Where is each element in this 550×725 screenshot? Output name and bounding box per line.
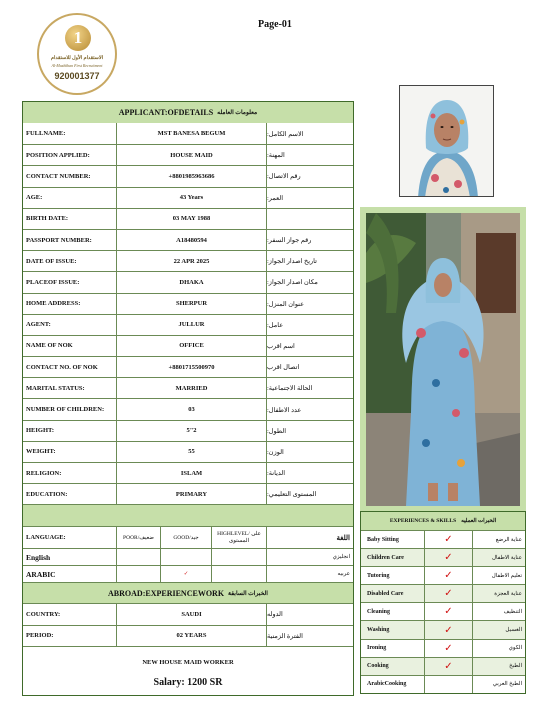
company-logo bbox=[37, 13, 117, 95]
field-row bbox=[23, 356, 353, 377]
field-value: JULLUR bbox=[117, 315, 267, 335]
skill-name: Cooking bbox=[361, 658, 425, 675]
skill-check: ✓ bbox=[425, 531, 473, 548]
skill-name: ArabicCooking bbox=[361, 676, 425, 693]
field-value: OFFICE bbox=[117, 336, 267, 356]
field-value: 03 MAY 1988 bbox=[117, 209, 267, 229]
passport-photo-image bbox=[400, 86, 494, 197]
field-row bbox=[23, 398, 353, 419]
field-label-arabic: الديانة: bbox=[267, 470, 286, 478]
field-label-arabic: الطول: bbox=[267, 427, 287, 435]
country-label: COUNTRY: bbox=[23, 604, 117, 624]
field-label-arabic: اتصال اقرب bbox=[267, 364, 300, 372]
experience-header-label: ABROAD:EXPERIENCEWORK bbox=[108, 588, 225, 598]
applicant-header-label: APPLICANT:OFDETAILS bbox=[118, 108, 214, 117]
field-label: HEIGHT: bbox=[23, 421, 117, 441]
field-label-arabic: الوزن: bbox=[267, 448, 284, 456]
skill-name: Tutoring bbox=[361, 567, 425, 584]
field-row bbox=[23, 441, 353, 462]
field-row bbox=[23, 420, 353, 441]
full-body-photo bbox=[360, 207, 526, 512]
language-good-header: GOOD/جيد bbox=[161, 527, 212, 548]
skill-row bbox=[361, 675, 525, 693]
skill-row bbox=[361, 584, 525, 602]
language-name: ARABIC bbox=[23, 566, 117, 582]
salary-box bbox=[23, 646, 353, 695]
language-high-cell bbox=[212, 549, 267, 565]
field-label: FULLNAME: bbox=[23, 123, 117, 144]
field-value: 43 Years bbox=[117, 188, 267, 208]
field-value: MARRIED bbox=[117, 378, 267, 398]
field-label: AGENT: bbox=[23, 315, 117, 335]
skill-name: Children Care bbox=[361, 549, 425, 566]
section-spacer bbox=[23, 504, 353, 526]
field-row bbox=[23, 123, 353, 144]
field-row bbox=[23, 250, 353, 271]
field-label-arabic: اسم اقرب bbox=[267, 342, 295, 350]
passport-photo bbox=[399, 85, 494, 197]
field-label-arabic bbox=[267, 209, 353, 229]
field-label: CONTACT NO. OF NOK bbox=[23, 357, 117, 377]
experience-period-row bbox=[23, 625, 353, 646]
field-value: ISLAM bbox=[117, 463, 267, 483]
skill-check: ✓ bbox=[425, 658, 473, 675]
language-poor-cell bbox=[117, 549, 161, 565]
field-label-arabic: مكان اصدار الجواز: bbox=[267, 279, 318, 287]
field-value: A18480594 bbox=[117, 230, 267, 250]
field-label-arabic: عنوان المنزل: bbox=[267, 300, 305, 308]
field-value: 03 bbox=[117, 399, 267, 419]
language-name: English bbox=[23, 549, 117, 565]
skills-header bbox=[361, 512, 525, 530]
field-label-arabic: عامل: bbox=[267, 321, 284, 329]
field-label: DATE OF ISSUE: bbox=[23, 251, 117, 271]
field-label: AGE: bbox=[23, 188, 117, 208]
field-label-arabic: رقم جواز السفر: bbox=[267, 237, 312, 245]
field-row bbox=[23, 293, 353, 314]
language-row bbox=[23, 548, 353, 565]
skill-check: ✓ bbox=[425, 549, 473, 566]
field-row bbox=[23, 208, 353, 229]
field-label: MARITAL STATUS: bbox=[23, 378, 117, 398]
language-header-arabic: اللغة bbox=[336, 533, 350, 542]
logo-phone: 920001377 bbox=[54, 71, 100, 81]
language-high-cell bbox=[212, 566, 267, 582]
skill-name-arabic: عناية الرضع bbox=[495, 536, 522, 543]
skill-name-arabic: عناية العجزة bbox=[494, 590, 522, 597]
period-label-arabic: الفترة الزمنية bbox=[267, 632, 303, 640]
language-good-cell bbox=[161, 549, 212, 565]
field-label-arabic: المهنة: bbox=[267, 152, 285, 160]
skill-name: Baby Sitting bbox=[361, 531, 425, 548]
skill-name-arabic: الكوي bbox=[508, 645, 522, 652]
language-high-header: HIGHLEVEL/ على المستوى bbox=[212, 527, 267, 548]
field-label: PLACEOF ISSUE: bbox=[23, 272, 117, 292]
skill-name: Disabled Care bbox=[361, 585, 425, 602]
skill-name-arabic: الطبخ bbox=[509, 663, 522, 670]
skill-name: Ironing bbox=[361, 640, 425, 657]
field-label-arabic: المستوى التعليمي: bbox=[267, 491, 317, 499]
skill-name-arabic: التنظيف bbox=[503, 608, 522, 615]
language-header-row bbox=[23, 526, 353, 548]
field-label-arabic: الاسم الكامل: bbox=[267, 130, 304, 138]
skill-row bbox=[361, 602, 525, 620]
field-value: +8801985963686 bbox=[117, 166, 267, 186]
field-label: PASSPORT NUMBER: bbox=[23, 230, 117, 250]
field-row bbox=[23, 483, 353, 504]
period-value: 02 YEARS bbox=[117, 626, 267, 646]
skill-row bbox=[361, 657, 525, 675]
field-label: EDUCATION: bbox=[23, 484, 117, 504]
applicant-details-table bbox=[22, 101, 354, 696]
field-label: HOME ADDRESS: bbox=[23, 294, 117, 314]
field-label: WEIGHT: bbox=[23, 442, 117, 462]
field-label: BIRTH DATE: bbox=[23, 209, 117, 229]
language-row bbox=[23, 565, 353, 582]
field-label: NAME OF NOK bbox=[23, 336, 117, 356]
field-row bbox=[23, 462, 353, 483]
experience-country-row bbox=[23, 603, 353, 624]
field-value: 55 bbox=[117, 442, 267, 462]
skill-check: ✓ bbox=[425, 640, 473, 657]
full-body-photo-image bbox=[366, 213, 520, 506]
language-poor-header: POOR/ضعيف bbox=[117, 527, 161, 548]
skill-row bbox=[361, 620, 525, 638]
field-value: +8801715500970 bbox=[117, 357, 267, 377]
skills-header-label: EXPERIENCES & SKILLS bbox=[389, 518, 457, 524]
position-line: NEW HOUSE MAID WORKER bbox=[142, 658, 234, 666]
field-value: PRIMARY bbox=[117, 484, 267, 504]
logo-numeral: 1 bbox=[65, 25, 91, 51]
field-row bbox=[23, 335, 353, 356]
skill-check: ✓ bbox=[425, 585, 473, 602]
skill-name: Washing bbox=[361, 621, 425, 638]
field-label: NUMBER OF CHILDREN: bbox=[23, 399, 117, 419]
field-value: 22 APR 2025 bbox=[117, 251, 267, 271]
language-poor-cell bbox=[117, 566, 161, 582]
language-good-cell: ✓ bbox=[161, 566, 212, 582]
country-label-arabic: الدوله bbox=[267, 611, 283, 619]
field-row bbox=[23, 187, 353, 208]
language-name-arabic: عربيه bbox=[337, 571, 350, 578]
field-value: MST BANESA BEGUM bbox=[117, 123, 267, 144]
field-row bbox=[23, 144, 353, 165]
applicant-header bbox=[23, 102, 353, 123]
salary-line: Salary: 1200 SR bbox=[153, 676, 223, 688]
field-label: RELIGION: bbox=[23, 463, 117, 483]
skill-check bbox=[425, 676, 473, 693]
experience-header bbox=[23, 582, 353, 603]
field-label-arabic: العمر: bbox=[267, 194, 284, 202]
language-header-label: LANGUAGE: bbox=[23, 527, 117, 548]
skill-name-arabic: الطبخ العربي bbox=[492, 681, 522, 688]
skill-name: Cleaning bbox=[361, 603, 425, 620]
field-value: 5"2 bbox=[117, 421, 267, 441]
logo-english-name: Al-Mashkhan First Recruitment bbox=[51, 63, 103, 68]
skill-name-arabic: تعليم الاطفال bbox=[491, 572, 522, 579]
skill-row bbox=[361, 566, 525, 584]
field-row bbox=[23, 377, 353, 398]
field-label-arabic: عدد الاطفال: bbox=[267, 406, 302, 414]
page-number: Page-01 bbox=[258, 19, 292, 30]
skill-name-arabic: الغسيل bbox=[505, 627, 522, 634]
language-name-arabic: انجليزي bbox=[332, 554, 350, 561]
country-value: SAUDI bbox=[117, 604, 267, 624]
logo-arabic-name: الاستقدام الأول للاستقدام bbox=[50, 56, 104, 61]
applicant-header-arabic: معلومات العامله bbox=[217, 110, 258, 116]
skills-header-arabic: الخبرات العمليه bbox=[461, 518, 497, 524]
field-label-arabic: رقم الاتصال: bbox=[267, 173, 301, 181]
skills-table bbox=[360, 511, 526, 694]
field-value: SHERPUR bbox=[117, 294, 267, 314]
field-row bbox=[23, 165, 353, 186]
skill-name-arabic: عناية الاطفال bbox=[492, 554, 522, 561]
skill-check: ✓ bbox=[425, 603, 473, 620]
field-label: CONTACT NUMBER: bbox=[23, 166, 117, 186]
experience-header-arabic: الخبرات السابقة bbox=[228, 590, 268, 597]
field-row bbox=[23, 229, 353, 250]
skill-check: ✓ bbox=[425, 621, 473, 638]
field-label-arabic: تاريخ اصدار الجواز: bbox=[267, 258, 317, 266]
field-value: HOUSE MAID bbox=[117, 145, 267, 165]
field-value: DHAKA bbox=[117, 272, 267, 292]
field-label: POSITION APPLIED: bbox=[23, 145, 117, 165]
field-row bbox=[23, 271, 353, 292]
period-label: PERIOD: bbox=[23, 626, 117, 646]
skill-row bbox=[361, 530, 525, 548]
field-row bbox=[23, 314, 353, 335]
skill-check: ✓ bbox=[425, 567, 473, 584]
field-label-arabic: الحالة الاجتماعية: bbox=[267, 385, 313, 393]
skill-row bbox=[361, 548, 525, 566]
skill-row bbox=[361, 639, 525, 657]
